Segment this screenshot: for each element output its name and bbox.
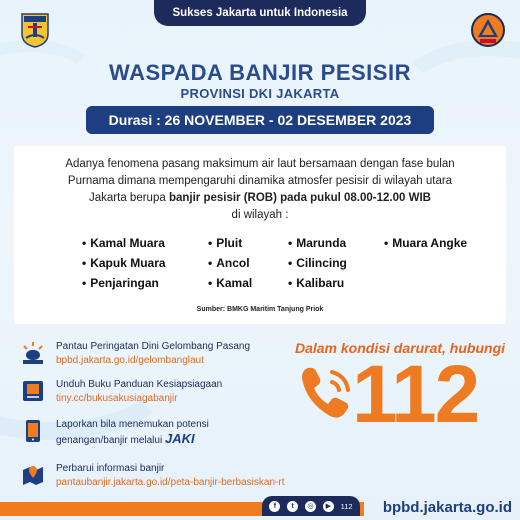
jakarta-crest-icon: [20, 12, 50, 48]
duration-banner: Durasi : 26 NOVEMBER - 02 DESEMBER 2023: [86, 106, 434, 134]
list-item: • Kalibaru: [288, 276, 344, 290]
instagram-icon[interactable]: ◎: [305, 501, 316, 512]
list-item: • Marunda: [288, 236, 346, 250]
siren-icon: [20, 340, 46, 366]
facebook-icon[interactable]: f: [269, 501, 280, 512]
list-item: • Pluit: [208, 236, 242, 250]
list-item: • Ancol: [208, 256, 250, 270]
jaki-app-link[interactable]: JAKI: [164, 431, 195, 446]
bpbd-logo-icon: [470, 12, 506, 48]
tagline-bar: Sukses Jakarta untuk Indonesia: [154, 0, 366, 26]
source-note: Sumber: BMKG Maritim Tanjung Priok: [196, 306, 324, 313]
twitter-icon[interactable]: t: [287, 501, 298, 512]
poster: Sukses Jakarta untuk Indonesia WASPADA BANJIR PESISIR PROVINSI DKI JAKARTA Durasi : 26 NOVEMBER - 02 DESEMBER 2023 Adanya fenomena pasang maksimum air laut bersamaan dengan fase bulan Purnama dimana mempengaruhi dinamika atmosfer pesisir di wilayah utara Jakarta berupa banjir pesisir (ROB) pada pukul 08.00-12.00 WIB di wilayah : • Kamal Muara • Kapuk Muara • Penjaringan • Pluit • Ancol • Kamal • Marunda • Cilincing • Kalibaru • Muara Angke Sumber: BMKG Maritim Tanjung Priok Pantau Peringatan Dini Gelombang Pasang bpbd.jakarta.go.id/gelombanglaut Unduh Buku Panduan Kesiapsiagaan tiny.cc/bukusakusiagabanjir Laporkan bila menemukan potensi genangan/banjir melalui JAKI Perbarui informasi banjir pantaubanjir.jakarta.go.id/peta-banjir-berbasiskan-rt Dalam kondisi darurat, hubungi 112 f t ◎ ▶ 112 bpbd.jakarta.go.id: [0, 0, 520, 520]
list-item: • Kamal Muara: [82, 236, 165, 250]
page-title: WASPADA BANJIR PESISIR: [109, 60, 411, 85]
list-item: • Kamal: [208, 276, 252, 290]
list-item: • Muara Angke: [384, 236, 467, 250]
area-list: [82, 236, 482, 296]
book-icon: [20, 378, 46, 404]
emergency-text: Dalam kondisi darurat, hubungi: [294, 340, 506, 356]
phone-icon: [296, 362, 358, 424]
list-item: • Kapuk Muara: [82, 256, 166, 270]
emergency-number[interactable]: 112: [352, 349, 479, 440]
list-item: • Cilincing: [288, 256, 347, 270]
flood-map-link[interactable]: pantaubanjir.jakarta.go.id/peta-banjir-berbasiskan-rt: [56, 477, 285, 488]
guide-link[interactable]: tiny.cc/bukusakusiagabanjir: [56, 393, 178, 404]
phone-report-icon: [20, 418, 46, 444]
warning-text: Adanya fenomena pasang maksimum air laut bersamaan dengan fase bulan Purnama dimana mempengaruhi dinamika atmosfer pesisir di wilayah utara Jakarta berupa banjir pesisir (ROB) pada pukul 08.00-12.00 WIB di wilayah :: [65, 158, 455, 221]
list-item: • Penjaringan: [82, 276, 159, 290]
page-subtitle: PROVINSI DKI JAKARTA: [180, 86, 340, 101]
social-112-label[interactable]: 112: [340, 501, 353, 511]
website-link[interactable]: bpbd.jakarta.go.id: [382, 498, 512, 516]
map-pin-icon: [20, 462, 46, 488]
social-links: [262, 496, 360, 516]
footer: [0, 496, 520, 520]
youtube-icon[interactable]: ▶: [323, 501, 334, 512]
early-warning-link[interactable]: bpbd.jakarta.go.id/gelombanglaut: [56, 355, 204, 366]
warning-card: [14, 146, 506, 324]
